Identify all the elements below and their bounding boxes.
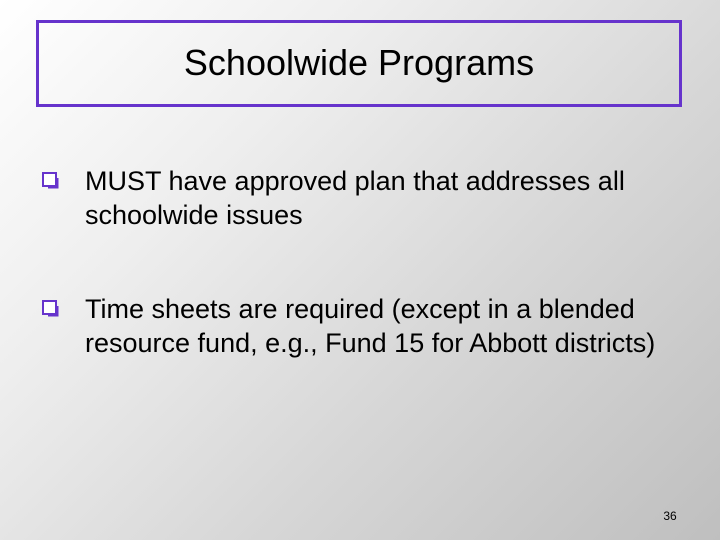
page-number: 36 — [663, 509, 677, 523]
checkbox-bullet-icon — [42, 300, 62, 320]
checkbox-bullet-icon — [42, 172, 62, 192]
bullet-item-approved-plan — [42, 164, 682, 232]
bullet-list — [42, 164, 682, 360]
slide-title: Schoolwide Programs — [183, 41, 535, 83]
title-frame — [36, 20, 682, 107]
bullet-item-time-sheets — [42, 292, 682, 360]
bullet-text: MUST have approved plan that addresses all schoolwide issues — [85, 166, 625, 230]
bullet-text: Time sheets are required (except in a blended resource fund, e.g., Fund 15 for Abbott districts) — [85, 294, 656, 358]
